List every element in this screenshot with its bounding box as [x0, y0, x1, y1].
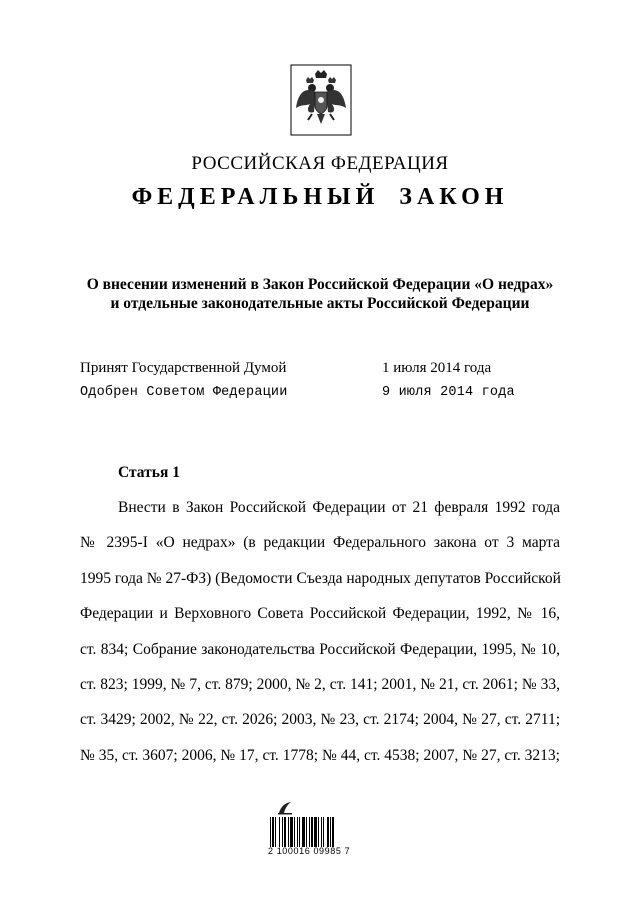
- body-line: № 35, ст. 3607; 2006, № 17, ст. 1778; № 44, ст. 4538; 2007, № 27, ст. 3213;: [80, 746, 560, 764]
- body-line: ст. 823; 1999, № 7, ст. 879; 2000, № 2, ст. 141; 2001, № 21, ст. 2061; № 33,: [80, 675, 560, 693]
- barcode-bar: [270, 817, 271, 847]
- barcode-bar: [306, 817, 307, 847]
- body-line: № 2395-I «О недрах» (в редакции Федерального закона от 3 марта: [80, 534, 560, 552]
- barcode-bar: [299, 817, 300, 847]
- article-heading: Статья 1: [118, 464, 180, 481]
- subject-line-2: и отдельные законодательные акты Российской Федерации: [110, 295, 530, 312]
- barcode-bar: [294, 817, 295, 847]
- barcode-bar: [318, 817, 319, 847]
- barcode-bar: [311, 817, 313, 847]
- barcode-number: 2 100016 09985 7: [268, 846, 351, 856]
- barcode-bar: [309, 817, 310, 847]
- body-line: 1995 года № 27-ФЗ) (Ведомости Съезда народных депутатов Российской: [80, 569, 561, 587]
- barcode-bar: [284, 817, 286, 847]
- law-type-title: [0, 184, 640, 211]
- barcode-bar: [332, 817, 334, 847]
- barcode-bar: [330, 817, 331, 847]
- barcode-bar: [282, 817, 283, 847]
- body-line: Федерации и Верховного Совета Российской Федерации, 1992, № 16,: [80, 605, 560, 623]
- body-line: ст. 3429; 2002, № 22, ст. 2026; 2003, № 23, ст. 2174; 2004, № 27, ст. 2711;: [80, 711, 560, 729]
- barcode-bar: [272, 817, 274, 847]
- adoption-label: Принят Государственной Думой: [80, 360, 287, 376]
- barcode-bar: [302, 817, 305, 847]
- barcode-bar: [279, 817, 280, 847]
- law-subject: [60, 275, 580, 313]
- printer-logo-icon: [277, 800, 293, 816]
- barcode-bar: [323, 817, 324, 847]
- adoption-date: 1 июля 2014 года: [382, 360, 492, 376]
- barcode-bar: [288, 817, 289, 847]
- barcode-bar: [314, 817, 317, 847]
- adoption-label: Одобрен Советом Федерации: [80, 385, 288, 400]
- barcode-bar: [297, 817, 298, 847]
- law-title-word-2: ЗАКОН: [399, 184, 509, 210]
- barcode-bar: [321, 817, 322, 847]
- barcode-bar: [327, 817, 329, 847]
- barcode-bar: [290, 817, 293, 847]
- law-title-word-1: ФЕДЕРАЛЬНЫЙ: [131, 184, 380, 210]
- barcode-bar: [275, 817, 276, 847]
- country-name: РОССИЙСКАЯ ФЕДЕРАЦИЯ: [191, 153, 449, 174]
- body-line: Внести в Закон Российской Федерации от 21 февраля 1992 года: [118, 499, 560, 516]
- document-stamp: [268, 800, 368, 860]
- barcode: [268, 817, 368, 847]
- subject-line-1: О внесении изменений в Закон Российской Федерации «О недрах»: [86, 276, 554, 293]
- adoption-date: 9 июля 2014 года: [382, 385, 515, 400]
- article-body: [80, 497, 560, 780]
- body-line: ст. 834; Собрание законодательства Российской Федерации, 1995, № 10,: [80, 640, 560, 658]
- russian-coat-of-arms-icon: [290, 64, 352, 136]
